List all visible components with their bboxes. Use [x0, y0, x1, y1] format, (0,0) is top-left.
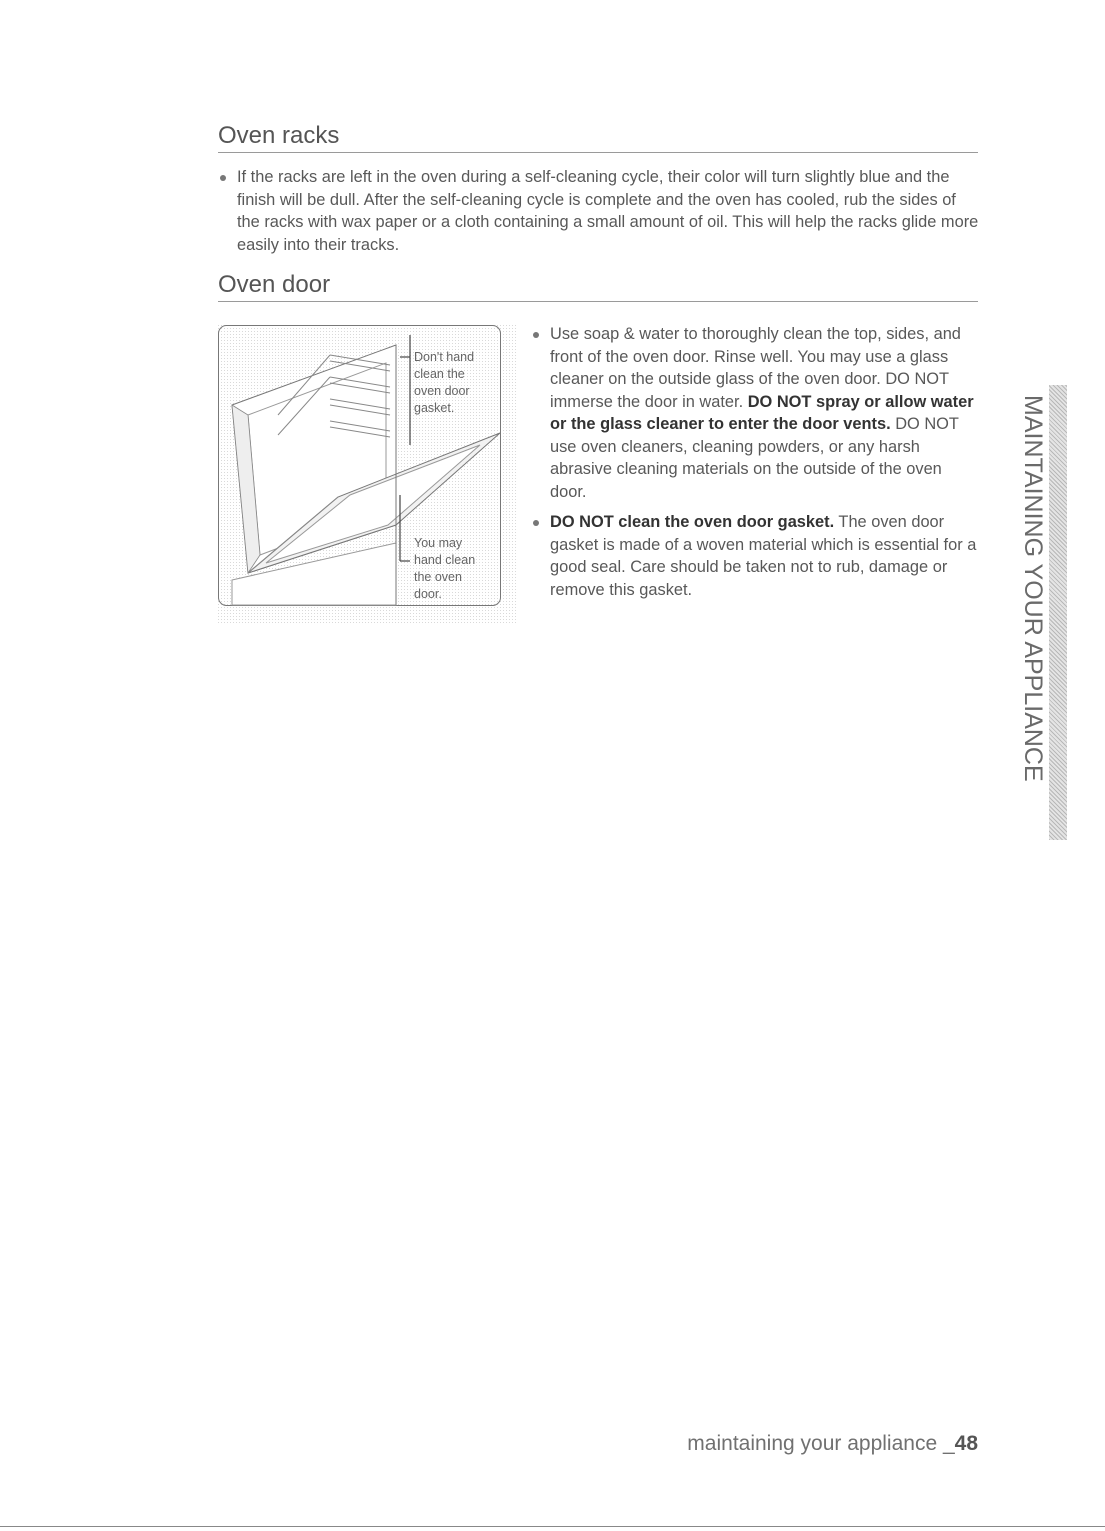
page-number: 48: [954, 1432, 978, 1455]
callout-door-line-1: You may: [414, 536, 463, 550]
oven-door-bullet-2: [532, 511, 978, 601]
bullet-1-text-b: DO NOT use oven cleaners, cleaning powders, or any harsh abrasive cleaning materials on the outside of the oven door.: [550, 415, 959, 501]
bullet-1-text-a: Use soap & water to thoroughly clean the top, sides, and front of the oven door. Rinse well. You may use a glass cleaner on the outside glass of the oven door. DO NOT immerse the door in water.: [550, 325, 961, 411]
side-tab-label: MAINTAINING YOUR APPLIANCE: [1019, 395, 1047, 782]
oven-racks-bullet: If the racks are left in the oven during a self-cleaning cycle, their color will turn slightly blue and the finish will be dull. After the self-cleaning cycle is complete and the oven has cooled, rub the sides of the racks with wax paper or a cloth containing a small amount of oil. This will help the racks glide more easily into their tracks.: [219, 166, 979, 256]
oven-racks-heading: Oven racks: [218, 122, 978, 153]
footer-text: maintaining your appliance _: [687, 1432, 955, 1455]
callout-door-line-4: door.: [414, 587, 442, 601]
oven-illustration-svg: [218, 325, 518, 625]
callout-gasket-line-3: oven door: [414, 384, 470, 398]
oven-door-list: [532, 323, 978, 609]
bullet-2-text: The oven door gasket is made of a woven material which is essential for a good seal. Care should be taken not to rub, damage or remove this gasket.: [550, 513, 977, 599]
oven-door-illustration: [218, 325, 518, 625]
callout-gasket-line-2: clean the: [414, 367, 465, 381]
callout-door-line-3: the oven: [414, 570, 462, 584]
callout-gasket-line-4: gasket.: [414, 401, 455, 415]
callout-gasket-line-1: Don't hand: [414, 350, 475, 364]
callout-door-line-2: hand clean: [414, 553, 476, 567]
oven-door-bullet-1: [532, 323, 978, 503]
bullet-2-bold: DO NOT clean the oven door gasket.: [550, 513, 835, 531]
side-tab-bar: [1049, 385, 1067, 840]
page-footer: [687, 1432, 978, 1456]
oven-door-heading: Oven door: [218, 271, 978, 302]
section-side-tab: [1015, 385, 1067, 840]
bullet-1-bold: DO NOT spray or allow water or the glass cleaner to enter the door vents.: [550, 392, 974, 433]
bottom-rule: [0, 1526, 1105, 1527]
oven-racks-list: [219, 166, 979, 256]
